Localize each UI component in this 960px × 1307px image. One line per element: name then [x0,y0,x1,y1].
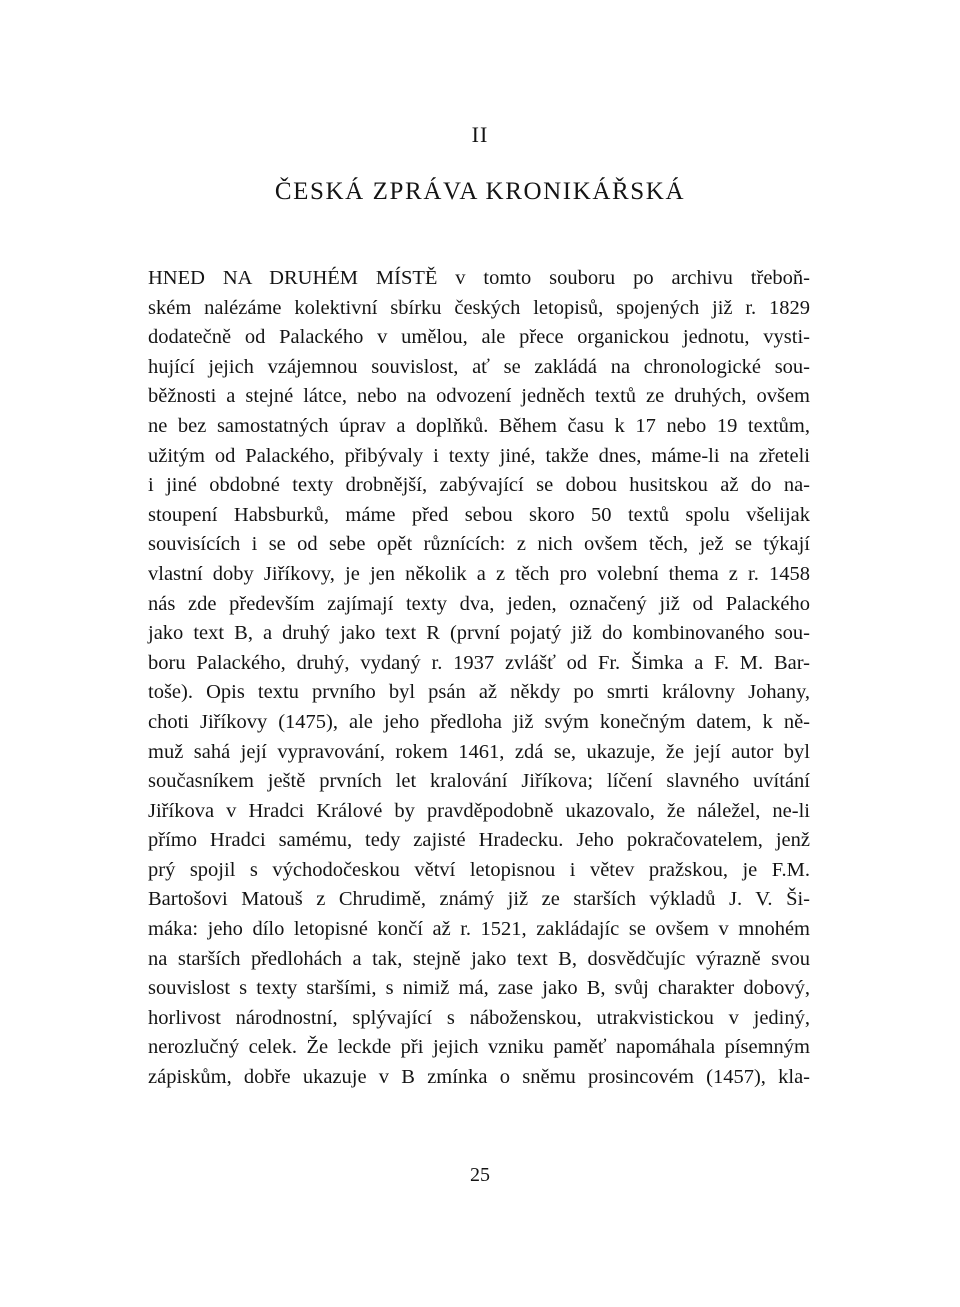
text-line: současníkem ještě prvních let kralování Jiříkova; líčení slavného uvítání [148,770,810,793]
chapter-title: ČESKÁ ZPRÁVA KRONIKÁŘSKÁ [274,178,686,205]
text-line: ne bez samostatných úprav a doplňků. Během času k 17 nebo 19 textům, [148,414,810,437]
text-line: i jiné obdobné texty drobnější, zabývající se dobou husitskou až do na- [148,474,810,497]
body-text [148,264,810,1093]
text-line: Jiříkova v Hradci Králové by pravděpodobně ukazovalo, že náležel, ne-li [148,799,810,822]
text-line: běžnosti a stejné látce, nebo na odvození jedněch textů ze druhých, ovšem [148,385,810,408]
text-line: Bartošovi Matouš z Chrudimě, známý již ze starších výkladů J. V. Ši- [148,888,810,911]
text-line: HNED NA DRUHÉM MÍSTĚ v tomto souboru po archivu třeboň- [148,267,810,289]
text-line: nerozlučný celek. Že leckde při jejich vzniku paměť napomáhala písemným [148,1036,810,1059]
text-line: boru Palackého, druhý, vydaný r. 1937 zvlášť od Fr. Šimka a F. M. Bar- [148,651,810,674]
text-line: muž sahá její vypravování, rokem 1461, zdá se, ukazuje, že její autor byl [148,740,810,763]
text-line: hující jejich vzájemnou souvislost, ať se zakládá na chronologické sou- [148,355,810,378]
chapter-number: II [471,122,489,147]
text-line: ském nalézáme kolektivní sbírku českých letopisů, spojených již r. 1829 [148,296,810,319]
text-line: na starších předlohách a tak, stejně jako text B, dosvědčujíc výrazně svou [148,947,810,970]
text-line: vlastní doby Jiříkovy, je jen několik a z těch pro volební thema z r. 1458 [148,562,810,585]
text-line: jako text B, a druhý jako text R (první pojatý již do kombinovaného sou- [148,622,810,645]
text-line: zápiskům, dobře ukazuje v B zmínka o sněmu prosincovém (1457), kla- [148,1066,810,1089]
text-line: toše). Opis textu prvního byl psán až někdy po smrti královny Johany, [148,681,810,704]
text-line: dodatečně od Palackého v umělou, ale přece organickou jednotu, vysti- [148,326,810,349]
text-line: prý spojil s východočeskou větví letopisnou i větev pražskou, je F.M. [148,858,810,881]
text-line: souvislost s texty staršími, s nimiž má, zase jako B, svůj charakter dobový, [148,977,810,1000]
page-number: 25 [470,1164,490,1186]
text-line: stoupení Habsburků, máme před sebou skoro 50 textů spolu všelijak [148,503,810,526]
text-line: choti Jiříkovy (1475), ale jeho předloha již svým konečným datem, k ně- [148,710,810,733]
text-line: souvisících i se od sebe opět různících: z nich ovšem těch, jež se týkají [148,533,810,556]
text-line: horlivost národnostní, splývající s náboženskou, utrakvistickou v jediný, [148,1006,810,1029]
text-line: užitým od Palackého, přibývaly i texty jiné, takže dnes, máme-li na zřeteli [148,444,810,467]
text-line: nás zde především zajímají texty dva, jeden, označený již od Palackého [148,592,810,615]
text-line: přímo Hradci samému, tedy zajisté Hradecku. Jeho pokračovatelem, jenž [148,829,810,852]
text-line: máka: jeho dílo letopisné končí až r. 1521, zakládajíc se ovšem v mnohém [148,918,810,941]
